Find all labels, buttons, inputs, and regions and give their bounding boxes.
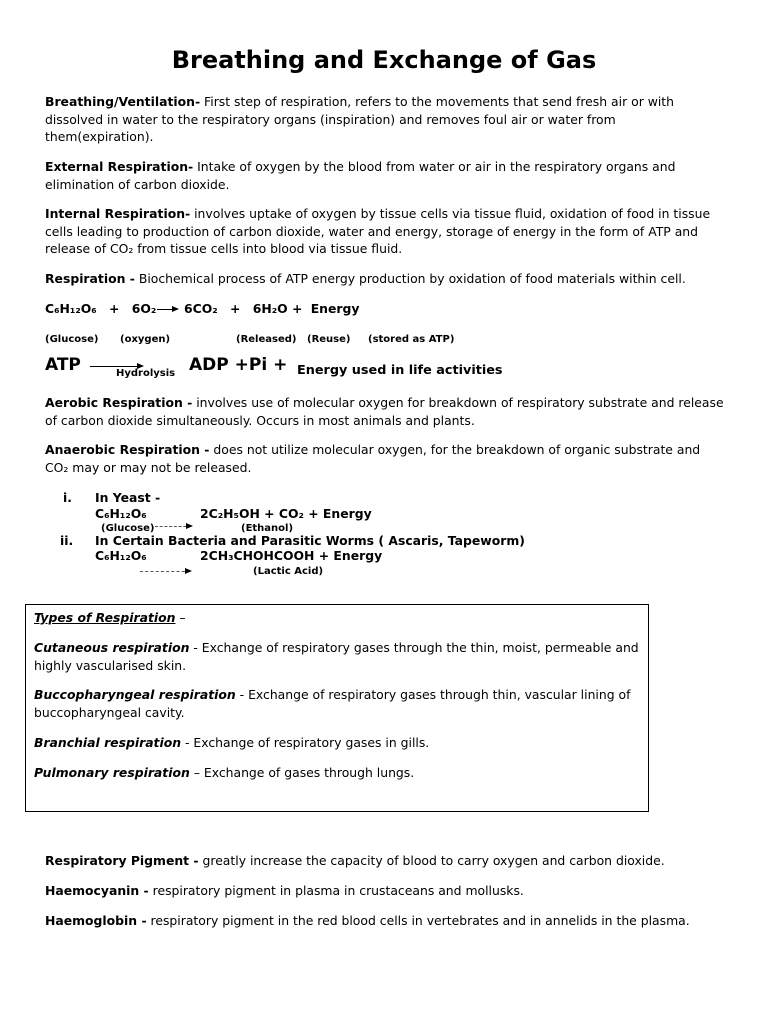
term: Branchial respiration xyxy=(34,735,182,750)
definition-text: involves uptake of oxygen by tissue cells via tissue fluid, oxidation of food in tissue cells leading to production of carbon dioxide, water and energy, storage of energy in the form of ATP and release of CO₂ from tissue cells into blood via tissue fluid. xyxy=(45,206,711,256)
lactic-products: 2CH₃CHOHCOOH + Energy xyxy=(200,548,383,563)
glucose-formula: C₆H₁₂O₆ xyxy=(95,548,147,563)
cutaneous-item xyxy=(34,639,639,674)
yeast-products: 2C₂H₅OH + CO₂ + Energy xyxy=(200,506,372,521)
stored-label: (stored as ATP) xyxy=(368,334,455,345)
glucose-label: (Glucose) xyxy=(45,334,99,345)
energy-label: Energy xyxy=(310,301,360,316)
oxygen-formula: 6O₂ xyxy=(131,301,157,316)
term: External Respiration- xyxy=(45,159,194,174)
list-marker: i. xyxy=(63,490,72,505)
oxygen-label: (oxygen) xyxy=(120,334,171,345)
lactic-acid-label: (Lactic Acid) xyxy=(253,566,324,577)
term: Haemocyanin - xyxy=(45,883,149,898)
term: Cutaneous respiration xyxy=(34,640,190,655)
term: Anaerobic Respiration - xyxy=(45,442,210,457)
term: Aerobic Respiration - xyxy=(45,395,193,410)
term: Respiration - xyxy=(45,271,135,286)
page-title: Breathing and Exchange of Gas xyxy=(171,46,597,74)
definition-text: – Exchange of gases through lungs. xyxy=(189,765,415,780)
reaction-arrow xyxy=(157,309,177,310)
definition-text: Biochemical process of ATP energy production by oxidation of food materials within cell. xyxy=(134,271,686,286)
definition-text: - Exchange of respiratory gases in gills. xyxy=(181,735,430,750)
respiration-equation xyxy=(45,300,156,318)
respiration-products xyxy=(184,300,359,318)
list-heading: In Certain Bacteria and Parasitic Worms ( Ascaris, Tapeworm) xyxy=(95,533,525,548)
branchial-item xyxy=(34,734,639,752)
internal-respiration-definition xyxy=(45,205,725,258)
plus-sign: + xyxy=(109,301,120,316)
reaction-arrow xyxy=(155,526,191,527)
respiratory-pigment-definition xyxy=(45,852,725,870)
definition-text: involves use of molecular oxygen for breakdown of respiratory substrate and release of carbon dioxide simultaneously. Occurs in most animals and plants. xyxy=(45,395,724,428)
box-heading-text: Types of Respiration xyxy=(34,610,176,625)
box-heading xyxy=(34,609,639,627)
ethanol-label: (Ethanol) xyxy=(241,523,294,534)
co2-formula: 6CO₂ xyxy=(184,301,218,316)
haemoglobin-definition xyxy=(45,912,725,930)
glucose-label: (Glucose) xyxy=(101,523,155,534)
term: Haemoglobin - xyxy=(45,913,147,928)
glucose-formula: C₆H₁₂O₆ xyxy=(45,301,97,316)
definition-text: respiratory pigment in plasma in crustaceans and mollusks. xyxy=(148,883,524,898)
list-marker: ii. xyxy=(60,533,74,548)
plus-sign: + xyxy=(230,301,241,316)
pulmonary-item xyxy=(34,764,639,782)
definition-text: First step of respiration, refers to the movements that send fresh air or with dissolved in water to the respiratory organs (inspiration) and removes foul air or water from them(expiration). xyxy=(45,94,675,144)
atp-label: ATP xyxy=(45,355,81,375)
term: Buccopharyngeal respiration xyxy=(34,687,236,702)
external-respiration-definition xyxy=(45,158,725,193)
definition-text: - Exchange of respiratory gases through the thin, moist, permeable and highly vascularised skin. xyxy=(34,640,639,673)
term: Respiratory Pigment - xyxy=(45,853,199,868)
anaerobic-definition xyxy=(45,441,725,476)
water-formula: 6H₂O + xyxy=(252,301,303,316)
definition-text: Intake of oxygen by the blood from water or air in the respiratory organs and elimination of carbon dioxide. xyxy=(45,159,676,192)
glucose-formula: C₆H₁₂O₆ xyxy=(95,506,147,521)
breathing-definition xyxy=(45,93,725,146)
released-label: (Released) xyxy=(236,334,297,345)
term: Breathing/Ventilation- xyxy=(45,94,201,109)
energy-use-label: Energy used in life activities xyxy=(297,363,503,378)
term: Internal Respiration- xyxy=(45,206,191,221)
heading-suffix: – xyxy=(175,610,186,625)
haemocyanin-definition xyxy=(45,882,725,900)
term: Pulmonary respiration xyxy=(34,765,190,780)
definition-text: respiratory pigment in the red blood cells in vertebrates and in annelids in the plasma. xyxy=(146,913,690,928)
respiration-definition xyxy=(45,270,725,288)
definition-text: does not utilize molecular oxygen, for the breakdown of organic substrate and CO₂ may or may not be released. xyxy=(45,442,701,475)
types-of-respiration-box xyxy=(25,604,649,812)
definition-text: greatly increase the capacity of blood to carry oxygen and carbon dioxide. xyxy=(198,853,665,868)
list-heading: In Yeast - xyxy=(95,490,161,505)
aerobic-definition xyxy=(45,394,725,429)
reuse-label: (Reuse) xyxy=(307,334,351,345)
hydrolysis-label: Hydrolysis xyxy=(116,368,176,379)
adp-label: ADP +Pi + xyxy=(189,355,288,375)
definition-text: - Exchange of respiratory gases through thin, vascular lining of buccopharyngeal cavity. xyxy=(34,687,631,720)
buccopharyngeal-item xyxy=(34,686,639,721)
reaction-arrow xyxy=(140,571,190,572)
